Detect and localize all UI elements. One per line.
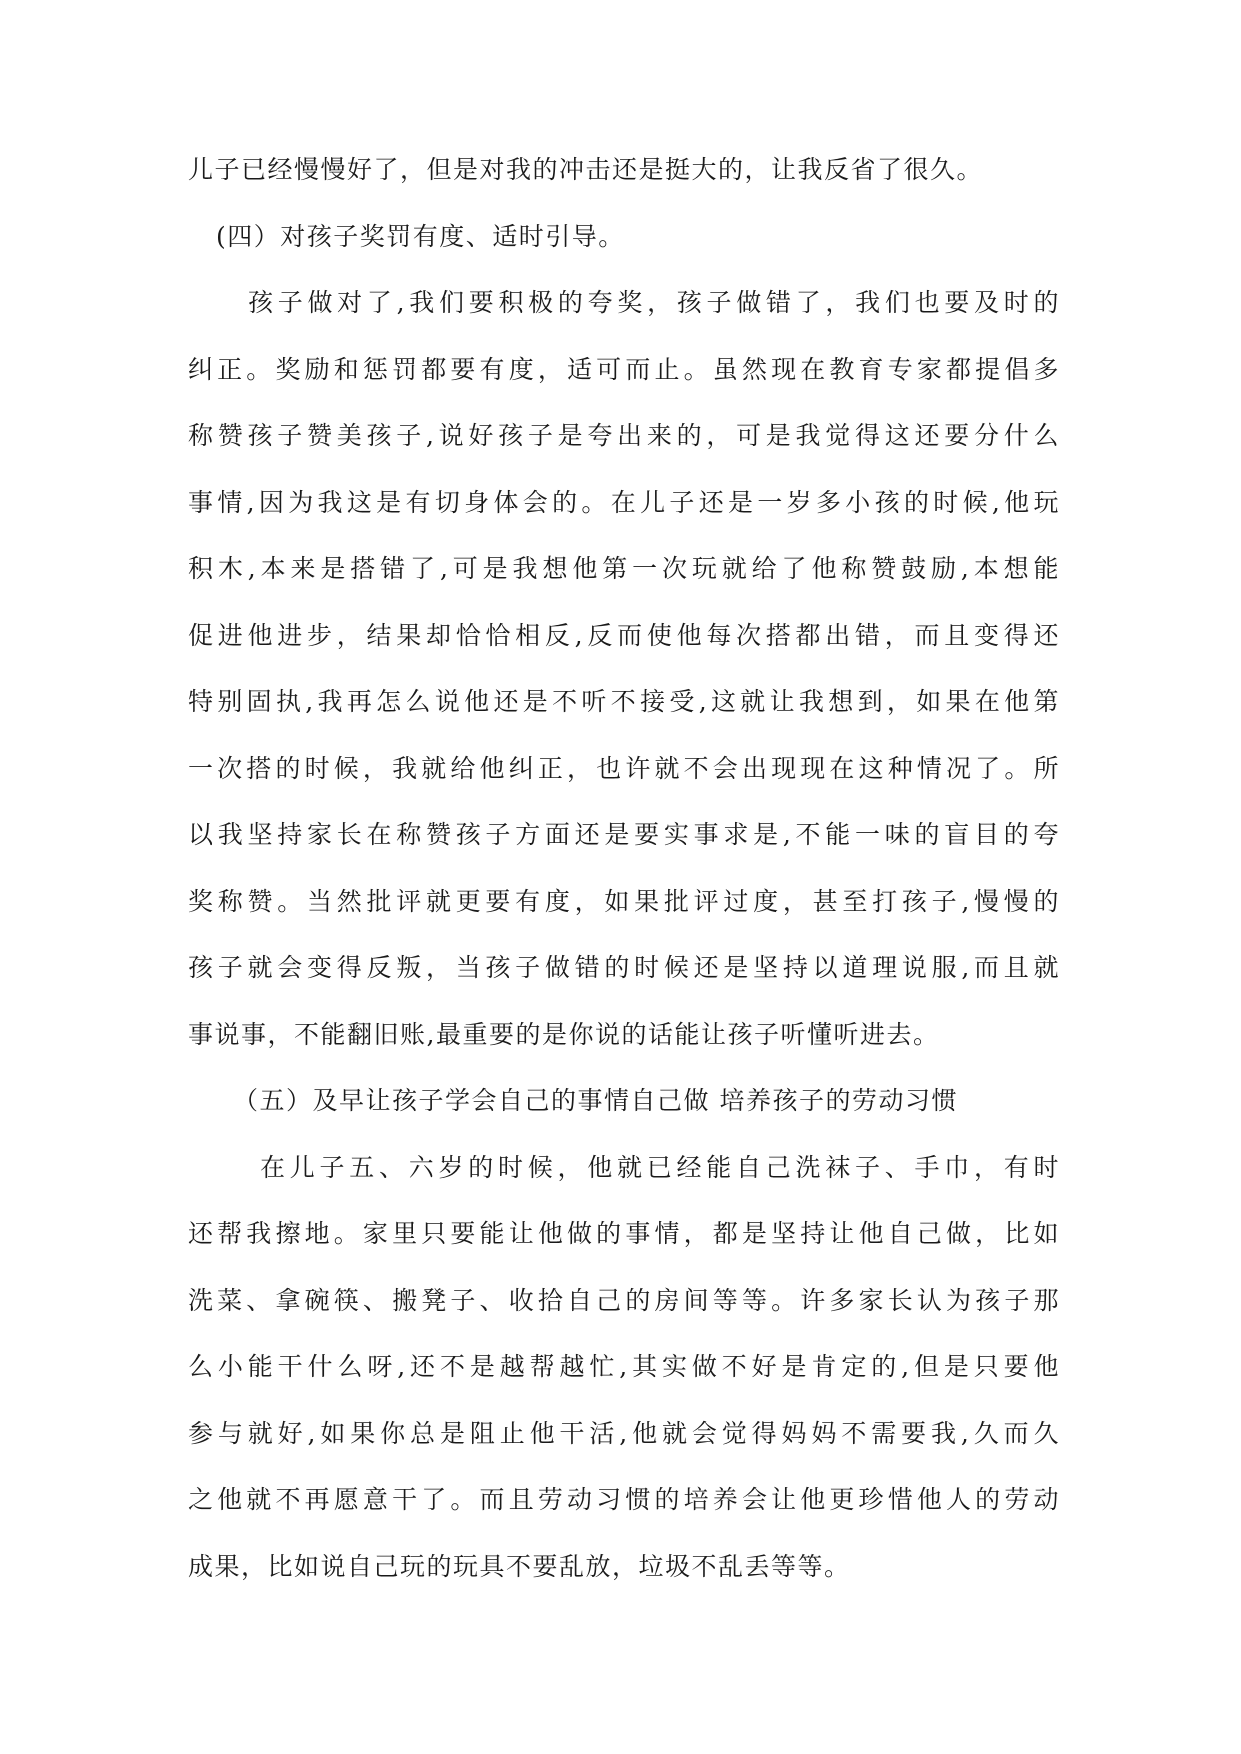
paragraph-line: 纠正。奖励和惩罚都要有度，适可而止。虽然现在教育专家都提倡多 bbox=[188, 354, 1060, 384]
paragraph-line: 儿子已经慢慢好了，但是对我的冲击还是挺大的，让我反省了很久。 bbox=[188, 155, 984, 184]
paragraph-line: 参与就好,如果你总是阻止他干活,他就会觉得妈妈不需要我,久而久 bbox=[188, 1418, 1060, 1448]
paragraph-line: 称赞孩子赞美孩子,说好孩子是夸出来的，可是我觉得这还要分什么 bbox=[188, 421, 1060, 450]
paragraph-line: 促进他进步，结果却恰恰相反,反而使他每次搭都出错，而且变得还 bbox=[188, 620, 1060, 650]
paragraph-line: 一次搭的时候，我就给他纠正，也许就不会出现现在这种情况了。所 bbox=[188, 753, 1060, 783]
paragraph-line: 成果，比如说自己玩的玩具不要乱放，垃圾不乱丢等等。 bbox=[188, 1551, 851, 1581]
paragraph-line: 事情,因为我这是有切身体会的。在儿子还是一岁多小孩的时候,他玩 bbox=[188, 487, 1060, 517]
paragraph-line: 么小能干什么呀,还不是越帮越忙,其实做不好是肯定的,但是只要他 bbox=[188, 1352, 1060, 1381]
paragraph-line: 以我坚持家长在称赞孩子方面还是要实事求是,不能一味的盲目的夸 bbox=[188, 820, 1060, 849]
paragraph-line: 奖称赞。当然批评就更要有度，如果批评过度，甚至打孩子,慢慢的 bbox=[188, 886, 1060, 916]
paragraph-line: 在儿子五、六岁的时候，他就已经能自己洗袜子、手巾，有时 bbox=[260, 1152, 1060, 1182]
paragraph-line: 孩子做对了,我们要积极的夸奖，孩子做错了，我们也要及时的 bbox=[248, 288, 1060, 317]
paragraph-line: 洗菜、拿碗筷、搬凳子、收拾自己的房间等等。许多家长认为孩子那 bbox=[188, 1285, 1060, 1315]
section-heading-4: (四）对孩子奖罚有度、适时引导。 bbox=[216, 221, 625, 251]
section-heading-5: （五）及早让孩子学会自己的事情自己做 培养孩子的劳动习惯 bbox=[233, 1086, 958, 1115]
paragraph-line: 事说事，不能翻旧账,最重要的是你说的话能让孩子听懂听进去。 bbox=[188, 1019, 940, 1049]
paragraph-line: 孩子就会变得反叛，当孩子做错的时候还是坚持以道理说服,而且就 bbox=[188, 953, 1060, 982]
paragraph-line: 还帮我擦地。家里只要能让他做的事情，都是坚持让他自己做，比如 bbox=[188, 1219, 1060, 1248]
paragraph-line: 积木,本来是搭错了,可是我想他第一次玩就给了他称赞鼓励,本想能 bbox=[188, 554, 1060, 583]
document-body bbox=[188, 152, 1060, 1615]
paragraph-line: 特别固执,我再怎么说他还是不听不接受,这就让我想到，如果在他第 bbox=[188, 687, 1060, 716]
paragraph-line: 之他就不再愿意干了。而且劳动习惯的培养会让他更珍惜他人的劳动 bbox=[188, 1485, 1060, 1514]
